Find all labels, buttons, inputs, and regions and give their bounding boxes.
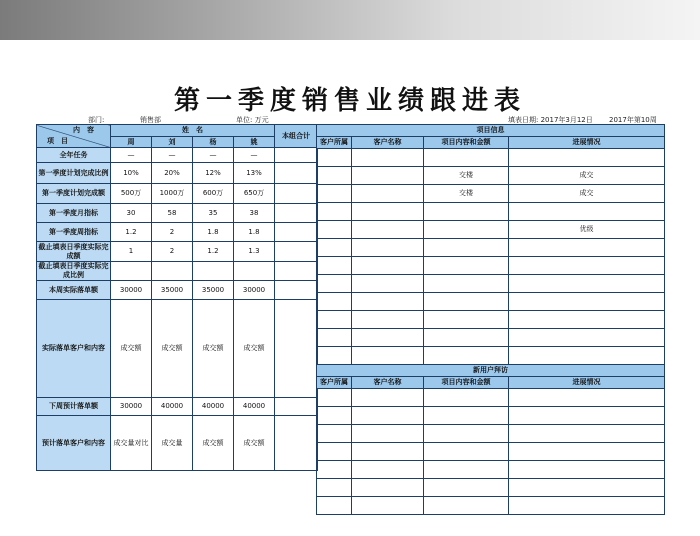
table-row — [317, 257, 665, 275]
value-cell: 成交额 — [152, 300, 193, 398]
project-cell — [317, 239, 352, 257]
dept-value: 销售部 — [140, 116, 161, 124]
value-cell: 1.2 — [193, 242, 234, 262]
row-label: 截止填表日季度实际完成额 — [38, 242, 109, 260]
project-cell — [317, 443, 352, 461]
value-cell: 1.3 — [234, 242, 275, 262]
value-cell: 成交额 — [234, 300, 275, 398]
table-row — [37, 148, 318, 163]
project-cell — [352, 221, 424, 239]
project-cell — [317, 407, 352, 425]
column-header: 进展情况 — [509, 137, 665, 149]
project-cell: 优级 — [509, 221, 665, 239]
table-row — [37, 398, 318, 416]
value-cell: 30000 — [234, 281, 275, 300]
column-header: 客户名称 — [352, 137, 424, 149]
team-total-cell — [275, 398, 318, 416]
project-cell — [352, 425, 424, 443]
project-cell — [424, 497, 509, 515]
project-info-header: 项目信息 — [317, 125, 665, 137]
table-row — [317, 203, 665, 221]
value-cell: 38 — [234, 204, 275, 223]
project-cell — [509, 149, 665, 167]
project-cell — [352, 203, 424, 221]
team-total-cell — [275, 204, 318, 223]
project-cell — [424, 407, 509, 425]
project-cell — [317, 479, 352, 497]
team-total-cell — [275, 223, 318, 242]
table-row — [317, 407, 665, 425]
table-row — [37, 416, 318, 471]
project-cell — [352, 407, 424, 425]
value-cell: 1.8 — [193, 223, 234, 242]
value-cell: 12% — [193, 163, 234, 184]
project-cell — [509, 407, 665, 425]
value-cell: — — [193, 148, 234, 163]
project-cell — [352, 293, 424, 311]
project-cell — [352, 329, 424, 347]
project-cell — [509, 257, 665, 275]
project-cell — [317, 203, 352, 221]
corner-header-cell — [37, 125, 111, 148]
project-cell — [424, 389, 509, 407]
project-cell: 成交 — [509, 185, 665, 203]
table-row — [317, 329, 665, 347]
row-label: 截止填表日季度实际完成比例 — [38, 262, 109, 279]
name-header: 姚 — [234, 137, 275, 148]
new-visits-header: 新用户拜访 — [317, 365, 665, 377]
team-total-cell — [275, 281, 318, 300]
table-row — [37, 242, 318, 262]
table-row — [37, 262, 318, 281]
value-cell: — — [152, 148, 193, 163]
value-cell: 30000 — [111, 398, 152, 416]
table-row — [317, 275, 665, 293]
project-cell — [317, 389, 352, 407]
project-cell — [317, 167, 352, 185]
value-cell: 1 — [111, 242, 152, 262]
project-cell — [352, 443, 424, 461]
value-cell: 成交量对比 — [111, 416, 152, 471]
team-total-cell — [275, 300, 318, 398]
team-total-cell — [275, 262, 318, 281]
project-cell — [509, 389, 665, 407]
project-cell — [509, 479, 665, 497]
project-cell — [424, 257, 509, 275]
column-header: 客户所属 — [317, 137, 352, 149]
project-cell — [317, 275, 352, 293]
project-cell — [424, 221, 509, 239]
project-cell — [424, 203, 509, 221]
table-row — [317, 239, 665, 257]
project-cell — [317, 347, 352, 365]
project-cell — [352, 389, 424, 407]
table-row — [317, 185, 665, 203]
value-cell: 2 — [152, 242, 193, 262]
performance-table — [36, 124, 318, 471]
value-cell: 成交额 — [193, 416, 234, 471]
table-row — [317, 293, 665, 311]
column-header: 客户名称 — [352, 377, 424, 389]
project-cell — [317, 149, 352, 167]
value-cell: 35 — [193, 204, 234, 223]
column-header: 项目内容和金额 — [424, 377, 509, 389]
project-cell — [317, 461, 352, 479]
row-label: 全年任务 — [37, 148, 111, 163]
value-cell: 成交量 — [152, 416, 193, 471]
value-cell: 30 — [111, 204, 152, 223]
value-cell: 500万 — [111, 184, 152, 204]
name-group-header: 姓 名 — [111, 125, 275, 137]
value-cell: 35000 — [152, 281, 193, 300]
name-header: 刘 — [152, 137, 193, 148]
project-cell — [424, 275, 509, 293]
row-label: 预计落单客户和内容 — [37, 416, 111, 471]
row-label: 第一季度周指标 — [37, 223, 111, 242]
project-cell — [424, 239, 509, 257]
team-total-cell — [275, 242, 318, 262]
project-cell — [352, 185, 424, 203]
value-cell: — — [111, 148, 152, 163]
table-row — [317, 221, 665, 239]
value-cell: 10% — [111, 163, 152, 184]
project-cell — [317, 311, 352, 329]
value-cell: 成交额 — [193, 300, 234, 398]
project-cell — [424, 311, 509, 329]
value-cell: 20% — [152, 163, 193, 184]
column-header: 进展情况 — [509, 377, 665, 389]
value-cell: 40000 — [234, 398, 275, 416]
project-cell — [509, 425, 665, 443]
name-header: 杨 — [193, 137, 234, 148]
project-cell — [424, 293, 509, 311]
table-row — [317, 461, 665, 479]
table-row — [37, 184, 318, 204]
project-cell — [509, 203, 665, 221]
project-cell — [509, 239, 665, 257]
table-row — [37, 163, 318, 184]
project-cell — [317, 185, 352, 203]
team-total-cell — [275, 416, 318, 471]
project-cell — [424, 443, 509, 461]
column-header: 客户所属 — [317, 377, 352, 389]
table-row — [317, 479, 665, 497]
project-cell — [352, 275, 424, 293]
value-cell: 40000 — [152, 398, 193, 416]
project-cell — [424, 329, 509, 347]
week-label: 2017年第10周 — [609, 116, 657, 124]
row-label: 第一季度计划完成额 — [37, 184, 111, 204]
column-header: 项目内容和金额 — [424, 137, 509, 149]
project-cell — [352, 347, 424, 365]
project-cell — [509, 461, 665, 479]
value-cell: 2 — [152, 223, 193, 242]
project-cell: 成交 — [509, 167, 665, 185]
project-cell — [424, 479, 509, 497]
fill-date: 填表日期: 2017年3月12日 — [508, 116, 593, 124]
value-cell — [111, 262, 152, 281]
project-cell: 交楼 — [424, 167, 509, 185]
project-cell — [509, 347, 665, 365]
row-label: 第一季度月指标 — [37, 204, 111, 223]
table-row — [37, 223, 318, 242]
value-cell: 1.8 — [234, 223, 275, 242]
value-cell: — — [234, 148, 275, 163]
project-cell — [509, 311, 665, 329]
project-cell — [317, 293, 352, 311]
column-header-row — [317, 377, 665, 389]
project-cell: 交楼 — [424, 185, 509, 203]
value-cell: 650万 — [234, 184, 275, 204]
project-cell — [317, 329, 352, 347]
corner-top-label: 内 容 — [73, 126, 94, 134]
project-cell — [352, 257, 424, 275]
column-header-row — [317, 137, 665, 149]
project-cell — [317, 497, 352, 515]
team-total-cell — [275, 148, 318, 163]
project-cell — [352, 461, 424, 479]
table-row — [317, 425, 665, 443]
row-label: 本周实际落单额 — [37, 281, 111, 300]
table-row — [37, 281, 318, 300]
table-row — [317, 167, 665, 185]
table-row — [317, 497, 665, 515]
project-cell — [424, 461, 509, 479]
value-cell — [193, 262, 234, 281]
value-cell: 35000 — [193, 281, 234, 300]
row-label: 实际落单客户和内容 — [37, 300, 111, 398]
project-cell — [352, 479, 424, 497]
project-info-table — [316, 124, 665, 515]
table-row — [317, 443, 665, 461]
value-cell: 1.2 — [111, 223, 152, 242]
project-cell — [352, 239, 424, 257]
table-row — [317, 149, 665, 167]
value-cell: 成交额 — [111, 300, 152, 398]
project-cell — [509, 497, 665, 515]
page-title: 第一季度销售业绩跟进表 — [173, 86, 526, 116]
project-cell — [352, 149, 424, 167]
project-cell — [317, 221, 352, 239]
table-row — [317, 311, 665, 329]
value-cell: 30000 — [111, 281, 152, 300]
project-cell — [509, 443, 665, 461]
project-cell — [424, 425, 509, 443]
table-row — [317, 389, 665, 407]
project-cell — [317, 425, 352, 443]
project-cell — [352, 311, 424, 329]
row-label: 下周预计落单额 — [37, 398, 111, 416]
project-cell — [509, 275, 665, 293]
project-cell — [352, 497, 424, 515]
project-cell — [509, 329, 665, 347]
name-header: 周 — [111, 137, 152, 148]
team-total-header: 本组合计 — [275, 125, 318, 148]
project-cell — [424, 149, 509, 167]
project-cell — [424, 347, 509, 365]
top-gradient-bar — [0, 0, 700, 40]
project-cell — [352, 167, 424, 185]
corner-bottom-label: 项 目 — [47, 137, 68, 145]
project-cell — [509, 293, 665, 311]
value-cell: 成交额 — [234, 416, 275, 471]
table-row — [37, 300, 318, 398]
team-total-cell — [275, 184, 318, 204]
value-cell — [152, 262, 193, 281]
value-cell: 13% — [234, 163, 275, 184]
table-row — [317, 347, 665, 365]
dept-label: 部门: — [88, 116, 105, 124]
project-cell — [317, 257, 352, 275]
value-cell: 1000万 — [152, 184, 193, 204]
value-cell: 600万 — [193, 184, 234, 204]
value-cell: 40000 — [193, 398, 234, 416]
value-cell — [234, 262, 275, 281]
team-total-cell — [275, 163, 318, 184]
unit-label: 单位: 万元 — [236, 116, 269, 124]
row-label: 第一季度计划完成比例 — [37, 163, 111, 184]
value-cell: 58 — [152, 204, 193, 223]
table-row — [37, 204, 318, 223]
